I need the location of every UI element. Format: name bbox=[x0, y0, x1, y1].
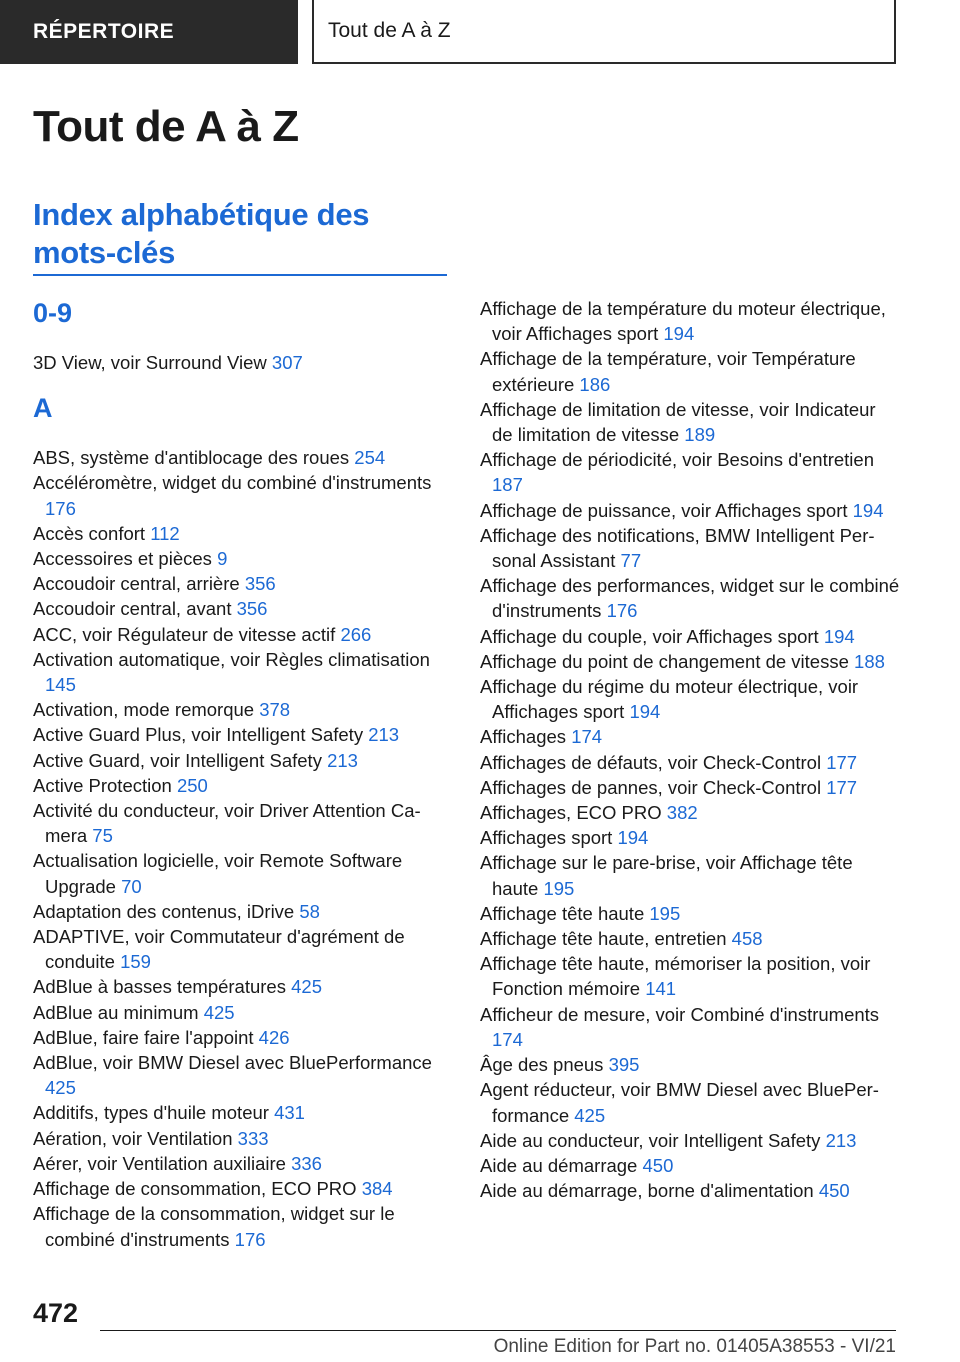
index-page-link[interactable]: 450 bbox=[818, 1180, 850, 1202]
index-entry-text: Active Protection bbox=[33, 774, 172, 796]
index-entry bbox=[480, 1052, 900, 1077]
index-entry-text: Adaptation des contenus, iDrive bbox=[33, 900, 295, 922]
index-page-link[interactable]: 58 bbox=[299, 900, 320, 922]
index-entry bbox=[480, 296, 900, 346]
index-entry bbox=[33, 748, 453, 773]
index-entry-text: ACC, voir Régulateur de vitesse actif bbox=[33, 623, 336, 645]
index-page-link[interactable]: 194 bbox=[823, 625, 855, 647]
index-page-link[interactable]: 194 bbox=[629, 701, 661, 723]
index-entry-text: Âge des pneus bbox=[480, 1054, 604, 1076]
index-entry-text: Aide au conducteur, voir Intelligent Safety bbox=[480, 1129, 821, 1151]
index-entry-text: Affichage sur le pare-brise, voir Affichage tête haute bbox=[480, 852, 853, 899]
index-entry bbox=[480, 447, 900, 497]
index-entry bbox=[33, 596, 453, 621]
index-page-link[interactable]: 176 bbox=[45, 497, 76, 519]
index-entry bbox=[33, 1100, 453, 1125]
index-entry bbox=[33, 647, 453, 697]
index-page-link[interactable]: 141 bbox=[645, 978, 677, 1000]
footer-divider bbox=[100, 1330, 896, 1331]
index-entry-text: Activité du conducteur, voir Driver Attention Camera bbox=[33, 800, 421, 847]
index-entry bbox=[480, 624, 900, 649]
index-entry-text: AdBlue au minimum bbox=[33, 1001, 199, 1023]
index-entry bbox=[33, 1126, 453, 1151]
index-page-link[interactable]: 336 bbox=[291, 1152, 322, 1174]
index-page-link[interactable]: 159 bbox=[120, 951, 151, 973]
index-page-link[interactable]: 174 bbox=[571, 726, 603, 748]
index-entry bbox=[480, 649, 900, 674]
index-entry bbox=[33, 546, 453, 571]
subtitle-divider bbox=[33, 274, 447, 276]
index-entry-text: AdBlue à basses températures bbox=[33, 976, 286, 998]
index-page-link[interactable]: 254 bbox=[354, 447, 386, 469]
index-page-link[interactable]: 195 bbox=[649, 902, 681, 924]
index-page-link[interactable]: 75 bbox=[92, 825, 113, 847]
page-title: Tout de A à Z bbox=[33, 102, 299, 151]
index-page-link[interactable]: 77 bbox=[620, 550, 642, 572]
index-entry-text: Affichage des performances, widget sur le combiné d'instruments bbox=[480, 575, 900, 622]
index-entry-text: Accès confort bbox=[33, 522, 146, 544]
index-page-link[interactable]: 145 bbox=[45, 674, 76, 696]
index-page-link[interactable]: 426 bbox=[258, 1026, 290, 1048]
index-entry bbox=[480, 850, 900, 900]
index-page-link[interactable]: 395 bbox=[608, 1054, 640, 1076]
index-subtitle: Index alphabétique des mots-clés bbox=[33, 197, 370, 270]
index-entry bbox=[480, 1002, 900, 1052]
index-page-link[interactable]: 425 bbox=[574, 1104, 606, 1126]
index-page-link[interactable]: 382 bbox=[666, 802, 698, 824]
index-entry-text: Additifs, types d'huile moteur bbox=[33, 1102, 269, 1124]
index-entry bbox=[33, 924, 453, 974]
index-page-link[interactable]: 425 bbox=[203, 1001, 235, 1023]
index-entry bbox=[33, 1025, 453, 1050]
index-entry bbox=[33, 1000, 453, 1025]
index-entry-text: Agent réducteur, voir BMW Diesel avec BluePerformance bbox=[480, 1079, 879, 1126]
index-entry-text: Affichage des notifications, BMW Intelligent Personal Assistant bbox=[480, 524, 875, 572]
index-page-link[interactable]: 213 bbox=[327, 749, 358, 771]
index-entry-text: AdBlue, faire faire l'appoint bbox=[33, 1026, 254, 1048]
index-page-link[interactable]: 176 bbox=[606, 600, 638, 622]
index-page-link[interactable]: 250 bbox=[176, 774, 208, 796]
index-entry-text: Aide au démarrage bbox=[480, 1154, 638, 1176]
index-entry-text: Accessoires et pièces bbox=[33, 548, 212, 570]
index-entry-text: Affichages, ECO PRO bbox=[480, 802, 662, 824]
index-entry-text: ADAPTIVE, voir Commutateur d'agrément de conduite bbox=[33, 926, 405, 973]
index-entry bbox=[33, 899, 453, 924]
index-page-link[interactable]: 194 bbox=[617, 827, 649, 849]
index-entry bbox=[33, 521, 453, 546]
chapter-tab bbox=[312, 0, 896, 64]
index-entry-text: Afficheur de mesure, voir Combiné d'instruments bbox=[480, 1003, 880, 1025]
index-entry-text: Affichage tête haute, entretien bbox=[480, 928, 727, 950]
index-entry bbox=[480, 901, 900, 926]
index-entry-text: Accoudoir central, avant bbox=[33, 598, 232, 620]
index-page-link[interactable]: 194 bbox=[663, 323, 695, 345]
index-page-link[interactable]: 425 bbox=[291, 976, 322, 998]
index-entry-text: Affichage de la consommation, widget sur le combiné d'instruments bbox=[33, 1203, 395, 1250]
index-entry-text: Activation automatique, voir Règles climatisation bbox=[33, 648, 430, 670]
index-entry bbox=[480, 951, 900, 1001]
index-entry bbox=[33, 571, 453, 596]
index-page-link[interactable]: 189 bbox=[684, 424, 716, 446]
index-entry bbox=[480, 573, 900, 623]
index-entry bbox=[33, 1201, 453, 1251]
index-page-link[interactable]: 333 bbox=[237, 1127, 269, 1149]
index-entry-text: Affichages bbox=[480, 726, 567, 748]
index-entry bbox=[480, 800, 900, 825]
index-entry-text: Active Guard, voir Intelligent Safety bbox=[33, 749, 322, 771]
index-entry bbox=[480, 825, 900, 850]
section-label: RÉPERTOIRE bbox=[33, 20, 175, 43]
index-entry-text: Affichage de la température du moteur électrique, voir Affichages sport bbox=[480, 298, 886, 345]
page-number: 472 bbox=[33, 1298, 79, 1328]
index-entry bbox=[480, 750, 900, 775]
index-entry bbox=[480, 1128, 900, 1153]
index-entry bbox=[480, 674, 900, 724]
index-page-link[interactable]: 356 bbox=[244, 573, 276, 595]
index-entry-text: Affichage de limitation de vitesse, voir Indicateur de limitation de vitesse bbox=[480, 398, 876, 446]
index-entry-text: Aération, voir Ventilation bbox=[33, 1127, 233, 1149]
index-entry-text: Accoudoir central, arrière bbox=[33, 573, 240, 595]
index-entry-text: 3D View, voir Surround View bbox=[33, 352, 267, 373]
index-entry-text: Affichages de défauts, voir Check-Control bbox=[480, 751, 822, 773]
index-entry bbox=[33, 470, 453, 520]
index-entry-text: Affichage du couple, voir Affichages sport bbox=[480, 625, 819, 647]
index-entry bbox=[33, 798, 453, 848]
index-entry-text: Affichage tête haute, mémoriser la position, voir Fonction mémoire bbox=[480, 953, 871, 1000]
index-page-link[interactable]: 378 bbox=[259, 699, 291, 721]
index-entry-text: Active Guard Plus, voir Intelligent Safety bbox=[33, 724, 364, 746]
index-entry bbox=[33, 1050, 453, 1100]
index-page-link[interactable]: 450 bbox=[642, 1154, 674, 1176]
index-entry bbox=[480, 724, 900, 749]
section-tab bbox=[0, 0, 298, 64]
index-entry bbox=[480, 523, 900, 573]
index-entry-text: Activation, mode remorque bbox=[33, 699, 255, 721]
index-page-link[interactable]: 213 bbox=[368, 724, 400, 746]
index-entry-text: Affichage tête haute bbox=[480, 902, 645, 924]
index-entry-text: Affichage de périodicité, voir Besoins d'entretien bbox=[480, 449, 874, 471]
index-page-link[interactable]: 307 bbox=[271, 352, 303, 373]
footer-edition: Online Edition for Part no. 01405A38553 - VI/21 bbox=[493, 1336, 896, 1357]
index-entry-text: Affichages sport bbox=[480, 827, 613, 849]
index-page-link[interactable]: 187 bbox=[492, 474, 523, 496]
index-entry-text: Affichages de pannes, voir Check-Control bbox=[480, 776, 822, 798]
index-page-link[interactable]: 112 bbox=[150, 522, 180, 544]
index-entry-text: Affichage de consommation, ECO PRO bbox=[33, 1178, 357, 1200]
index-page-link[interactable]: 186 bbox=[579, 373, 611, 395]
index-entry bbox=[33, 1151, 453, 1176]
index-entry-text: Affichage de la température, voir Température extérieure bbox=[480, 348, 856, 395]
index-page-link[interactable]: 70 bbox=[121, 875, 142, 897]
index-page-link[interactable]: 176 bbox=[234, 1228, 266, 1250]
index-page-link[interactable]: 213 bbox=[825, 1129, 857, 1151]
index-entry bbox=[480, 1178, 900, 1203]
index-entry bbox=[33, 697, 453, 722]
index-entry bbox=[480, 346, 900, 396]
index-page-link[interactable]: 356 bbox=[236, 598, 268, 620]
index-entry bbox=[480, 397, 900, 447]
index-entry-text: Actualisation logicielle, voir Remote Software Upgrade bbox=[33, 850, 403, 897]
index-page-link[interactable]: 194 bbox=[852, 499, 884, 521]
index-page-link[interactable]: 384 bbox=[361, 1178, 393, 1200]
index-letter-heading: A bbox=[33, 393, 53, 424]
index-page-link[interactable]: 188 bbox=[854, 650, 885, 672]
index-entry-text: Aérer, voir Ventilation auxiliaire bbox=[33, 1152, 286, 1174]
index-entry-text: ABS, système d'antiblocage des roues bbox=[33, 447, 350, 469]
index-entry bbox=[33, 773, 453, 798]
index-entry bbox=[33, 350, 453, 375]
index-entry bbox=[33, 1176, 453, 1201]
index-entry bbox=[480, 498, 900, 523]
index-letter-heading: 0-9 bbox=[33, 298, 73, 328]
index-entry-text: Affichage du point de changement de vitesse bbox=[480, 650, 849, 672]
index-entry-text: Accéléromètre, widget du combiné d'instruments bbox=[33, 472, 432, 494]
index-entry bbox=[480, 926, 900, 951]
index-page-link[interactable]: 266 bbox=[340, 623, 372, 645]
index-entry bbox=[480, 1153, 900, 1178]
index-entry bbox=[480, 775, 900, 800]
index-entry bbox=[33, 622, 453, 647]
index-page-link[interactable]: 425 bbox=[45, 1077, 76, 1099]
index-column-left bbox=[33, 290, 453, 1252]
index-page-link[interactable]: 174 bbox=[492, 1028, 523, 1050]
index-entry-text: Aide au démarrage, borne d'alimentation bbox=[480, 1180, 814, 1202]
index-page-link[interactable]: 9 bbox=[217, 548, 228, 570]
index-page-link[interactable]: 177 bbox=[826, 751, 858, 773]
index-page-link[interactable]: 195 bbox=[543, 877, 575, 899]
index-entry bbox=[33, 445, 453, 470]
index-entry bbox=[33, 848, 453, 898]
index-entry-text: Affichage de puissance, voir Affichages sport bbox=[480, 499, 848, 521]
index-entry-text: AdBlue, voir BMW Diesel avec BluePerformance bbox=[33, 1052, 432, 1074]
index-page-link[interactable]: 177 bbox=[826, 776, 858, 798]
chapter-label: Tout de A à Z bbox=[328, 19, 451, 42]
index-page-link[interactable]: 431 bbox=[274, 1102, 305, 1124]
index-entry bbox=[480, 1077, 900, 1127]
index-column-right bbox=[480, 296, 900, 1203]
index-entry-text: Affichage du régime du moteur électrique, voir Affichages sport bbox=[480, 676, 859, 723]
index-entry bbox=[33, 974, 453, 999]
index-entry bbox=[33, 722, 453, 747]
index-page-link[interactable]: 458 bbox=[731, 928, 763, 950]
